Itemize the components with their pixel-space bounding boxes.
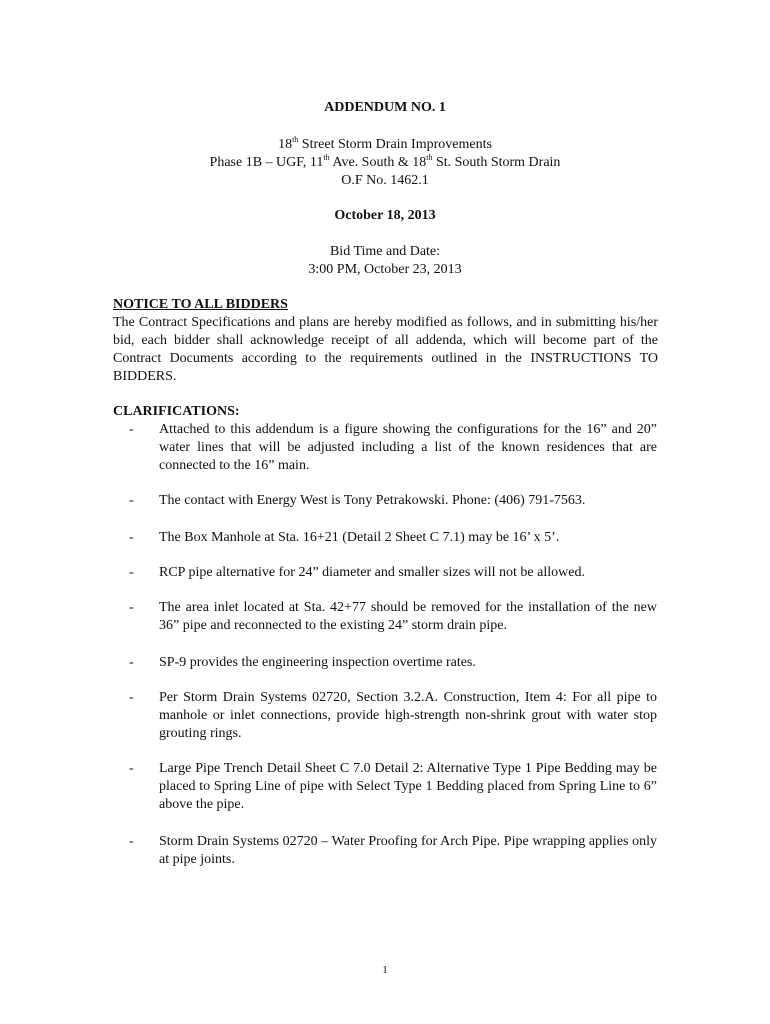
bid-time-value: 3:00 PM, October 23, 2013 (308, 262, 462, 277)
clarification-text: RCP pipe alternative for 24” diameter and smaller sizes will not be allowed. (159, 565, 585, 580)
phase-text-c: St. South Storm Drain (432, 155, 561, 170)
clarification-text: Large Pipe Trench Detail Sheet C 7.0 Detail 2: Alternative Type 1 Pipe Bedding may be placed to Spring Line of pipe with Select Type 1 Bedding placed from Spring Line to 6” above the pipe. (159, 761, 657, 812)
project-title-line (0, 136, 770, 154)
list-dash: - (129, 600, 134, 615)
notice-body: The Contract Specifications and plans are hereby modified as follows, and in submitting his/her bid, each bidder shall acknowledge receipt of all addenda, which will become part of the Contract Documents according to the requirements outlined in the INSTRUCTIONS TO BIDDERS. (113, 315, 658, 384)
clarification-text: The Box Manhole at Sta. 16+21 (Detail 2 Sheet C 7.1) may be 16’ x 5’. (159, 530, 560, 545)
clarification-text: Attached to this addendum is a figure showing the configurations for the 16” and 20” water lines that will be adjusted including a list of the known residences that are connected to the 16” main. (159, 422, 657, 473)
phase-ordinal-2: th (426, 153, 433, 162)
clarifications-title: CLARIFICATIONS: (113, 404, 240, 419)
addendum-date: October 18, 2013 (334, 208, 436, 223)
project-title-ordinal: th (292, 135, 299, 144)
notice-section (113, 296, 658, 386)
list-dash: - (129, 761, 134, 776)
clarification-text: Per Storm Drain Systems 02720, Section 3.2.A. Construction, Item 4: For all pipe to manhole or inlet connections, provide high-strength non-shrink grout with water stop grouting rings. (159, 690, 657, 741)
clarification-text: SP-9 provides the engineering inspection overtime rates. (159, 655, 476, 670)
phase-text-a: Phase 1B – UGF, 11 (209, 155, 324, 170)
list-dash: - (129, 493, 134, 508)
project-number: O.F No. 1462.1 (341, 173, 429, 188)
notice-title: NOTICE TO ALL BIDDERS (113, 297, 288, 312)
page-number: 1 (382, 964, 388, 976)
project-phase-line (0, 154, 770, 172)
clarification-text: The area inlet located at Sta. 42+77 should be removed for the installation of the new 36” pipe and reconnected to the existing 24” storm drain pipe. (159, 600, 657, 633)
list-dash: - (129, 655, 134, 670)
phase-ordinal-1: th (323, 153, 330, 162)
phase-text-b: Ave. South & 18 (329, 155, 427, 170)
bid-time-label: Bid Time and Date: (329, 244, 441, 259)
project-title-number: 18 (278, 137, 293, 152)
addendum-title: ADDENDUM NO. 1 (324, 100, 446, 115)
list-dash: - (129, 834, 134, 849)
list-dash: - (129, 690, 134, 705)
project-title-text: Street Storm Drain Improvements (298, 137, 492, 152)
list-dash: - (129, 530, 134, 545)
list-dash: - (129, 422, 134, 437)
list-dash: - (129, 565, 134, 580)
clarification-text: Storm Drain Systems 02720 – Water Proofing for Arch Pipe. Pipe wrapping applies only at pipe joints. (159, 834, 657, 867)
clarification-text: The contact with Energy West is Tony Petrakowski. Phone: (406) 791-7563. (159, 493, 586, 508)
